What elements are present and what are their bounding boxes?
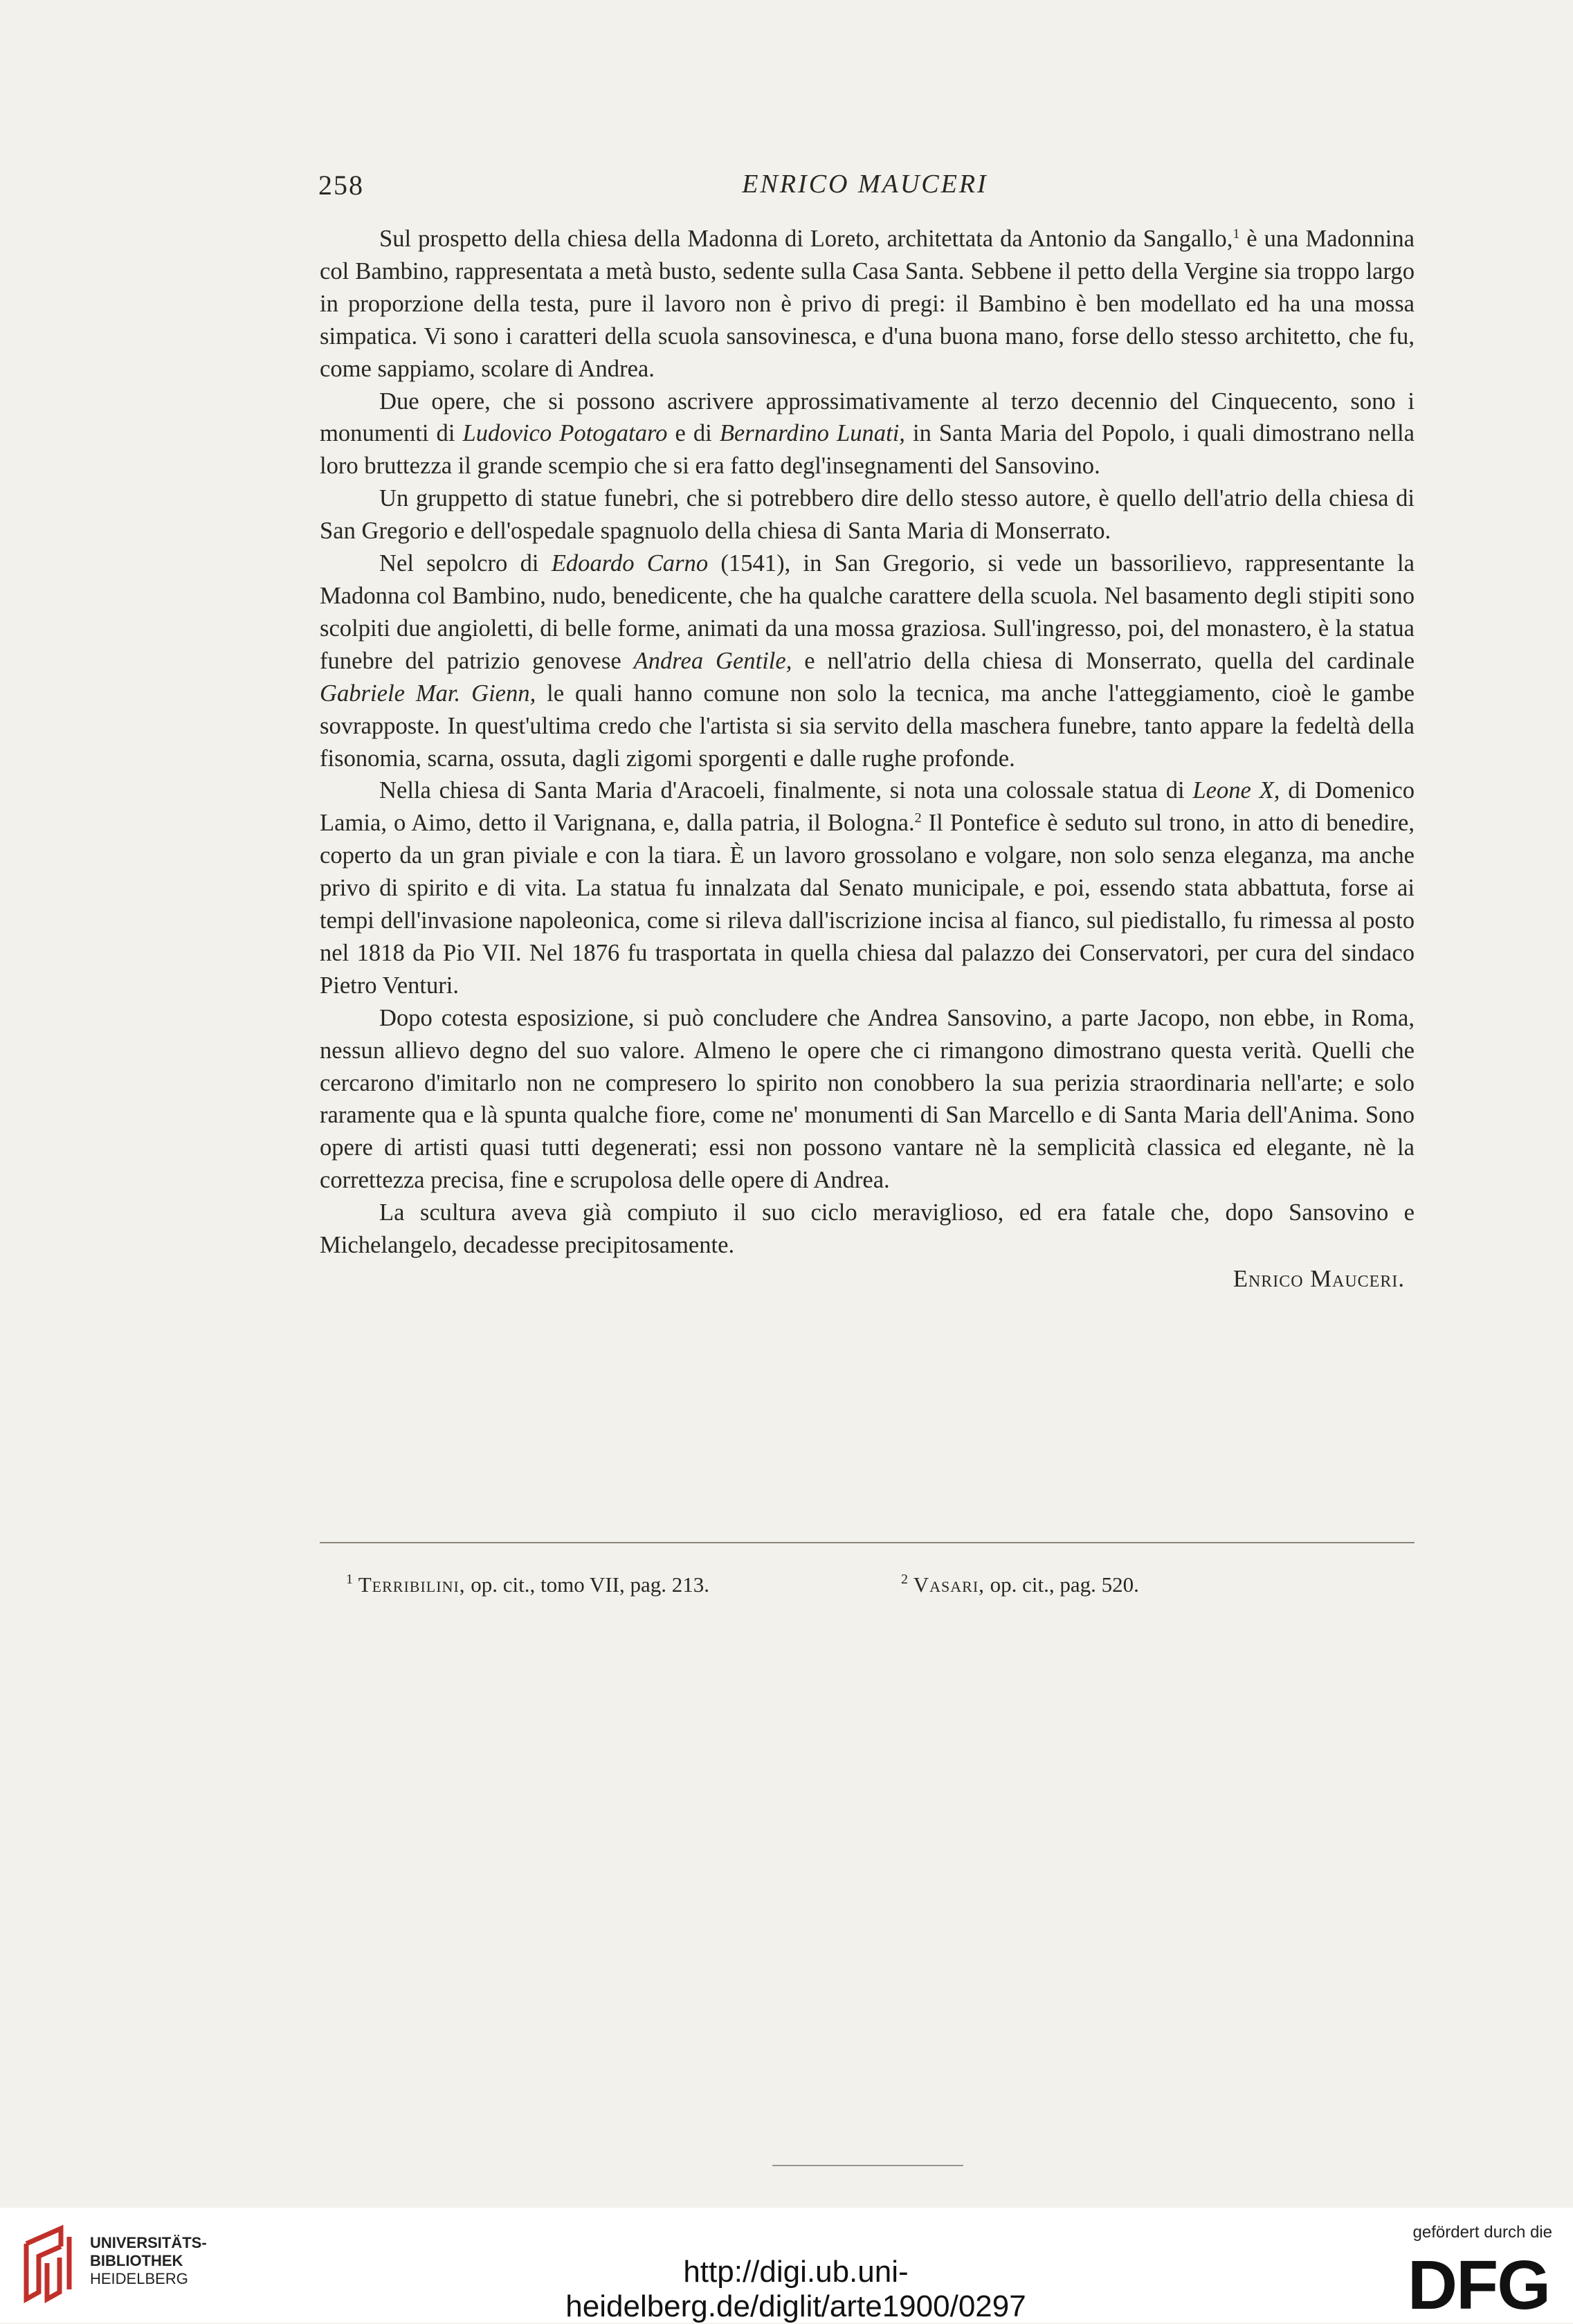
running-title: ENRICO MAUCERI	[742, 170, 988, 199]
paragraph: Un gruppetto di statue funebri, che si potrebbero dire dello stesso autore, è quello dell'atrio della chiesa di San Gregorio e dell'ospedale spagnuolo della chiesa di Santa Maria di Monserrato.	[320, 485, 1415, 545]
footnote-separator	[320, 1542, 1415, 1543]
paragraph: Due opere, che si possono ascrivere approssimativamente al terzo decennio del Cinquecento, sono i monumenti di Ludovico Potogataro e di Bernardino Lunati, in Santa Maria del Popolo, i quali dimostrano nella loro bruttezza il grande scempio che si era fatto degl'insegnamenti del Sansovino.	[320, 388, 1415, 480]
footnote: $^2$ Vasari, op. cit., pag. 520.	[901, 1572, 1139, 1597]
italic-name: Bernardino Lunati,	[719, 420, 905, 447]
dfg-logo-icon: DFG	[1407, 2246, 1549, 2324]
italic-name: Edoardo Carno	[551, 550, 709, 577]
permalink[interactable]: http://digi.ub.uni-heidelberg.de/diglit/arte1900/0297	[565, 2255, 1026, 2323]
running-head	[318, 169, 1412, 203]
body-text	[320, 223, 1415, 1296]
funding-caption: gefördert durch die	[1412, 2223, 1552, 2242]
footnote-ref[interactable]: 1	[1233, 226, 1240, 242]
footnotes	[339, 1572, 1419, 1603]
page-number: 258	[318, 170, 364, 201]
footnote: $^1$ Terribilini, op. cit., tomo VII, pag. 213.	[346, 1572, 709, 1597]
paragraph: Nel sepolcro di Edoardo Carno (1541), in San Gregorio, si vede un bassorilievo, rappresentante la Madonna col Bambino, nudo, benedicente, che ha qualche carattere della scuola. Nel basamento degli stipiti sono scolpiti due angioletti, di belle forme, animati da una mossa graziosa. Sull'ingresso, poi, del monastero, è la statua funebre del patrizio genovese Andrea Gentile, e nell'atrio della chiesa di Monserrato, quella del cardinale Gabriele Mar. Gienn, le quali hanno comune non solo la tecnica, ma anche l'atteggiamento, cioè le gambe sovrapposte. In quest'ultima credo che l'artista si sia servito della maschera funebre, tanto appare la fedeltà della fisonomia, scarna, ossuta, dagli zigomi sporgenti e dalle rughe profonde.	[320, 550, 1415, 772]
paragraph: Dopo cotesta esposizione, si può concludere che Andrea Sansovino, a parte Jacopo, non ebbe, in Roma, nessun allievo degno del suo valore. Almeno le opere che ci rimangono dimostrano questa verità. Quelli che cercarono d'imitarlo non ne compresero lo spirito non conobbero la sua perizia straordinaria nell'arte; e solo raramente qua e là spunta qualche fiore, come ne' monumenti di San Marcello e di Santa Maria dell'Anima. Sono opere di artisti quasi tutti degenerati; essi non possono vantare nè la semplicità classica ed elegante, nè la correttezza precisa, fine e scrupolosa delle opere di Andrea.	[320, 1004, 1415, 1194]
author-signature: Enrico Mauceri.	[1233, 1266, 1405, 1292]
paragraph: Sul prospetto della chiesa della Madonna di Loreto, architettata da Antonio da Sangallo,$^1$ è una Madonnina col Bambino, rappresentata a metà busto, sedente sulla Casa Santa. Sebbene il petto della Vergine sia troppo largo in proporzione della testa, pure il lavoro non è privo di pregi: il Bambino è ben modellato ed ha una mossa simpatica. Vi sono i caratteri della scuola sansovinesca, e d'una buona mano, forse dello stesso architetto, che fu, come sappiamo, scolare di Andrea.	[320, 226, 1415, 382]
paragraph: Nella chiesa di Santa Maria d'Aracoeli, finalmente, si nota una colossale statua di Leone X, di Domenico Lamia, o Aimo, detto il Varignana, e, dalla patria, il Bologna.$^2$ Il Pontefice è seduto sul trono, in atto di benedire, coperto da un gran piviale e con la tiara. È un lavoro grossolano e volgare, non solo senza eleganza, ma anche privo di spirito e di vita. La statua fu innalzata dal Senato municipale, e poi, essendo stata abbattuta, forse ai tempi dell'invasione napoleonica, come si rileva dall'iscrizione incisa al fianco, sul piedistallo, fu rimessa al posto nel 1818 da Pio VII. Nel 1876 fu trasportata in quella chiesa dal palazzo dei Conservatori, per cura del sindaco Pietro Venturi.	[320, 777, 1415, 999]
end-rule	[772, 2165, 963, 2166]
paragraph: La scultura aveva già compiuto il suo ciclo meraviglioso, ed era fatale che, dopo Sansovino e Michelangelo, decadesse precipitosamente.	[320, 1199, 1415, 1259]
italic-name: Andrea Gentile,	[633, 647, 792, 674]
library-name: UNIVERSITÄTS- BIBLIOTHEK HEIDELBERG	[90, 2234, 207, 2287]
italic-name: Ludovico Potogataro	[462, 420, 668, 447]
footnote-ref[interactable]: 2	[914, 810, 922, 826]
library-logo-icon	[19, 2223, 89, 2305]
italic-name: Gabriele Mar. Gienn,	[320, 680, 536, 707]
italic-name: Leone X,	[1192, 777, 1280, 804]
